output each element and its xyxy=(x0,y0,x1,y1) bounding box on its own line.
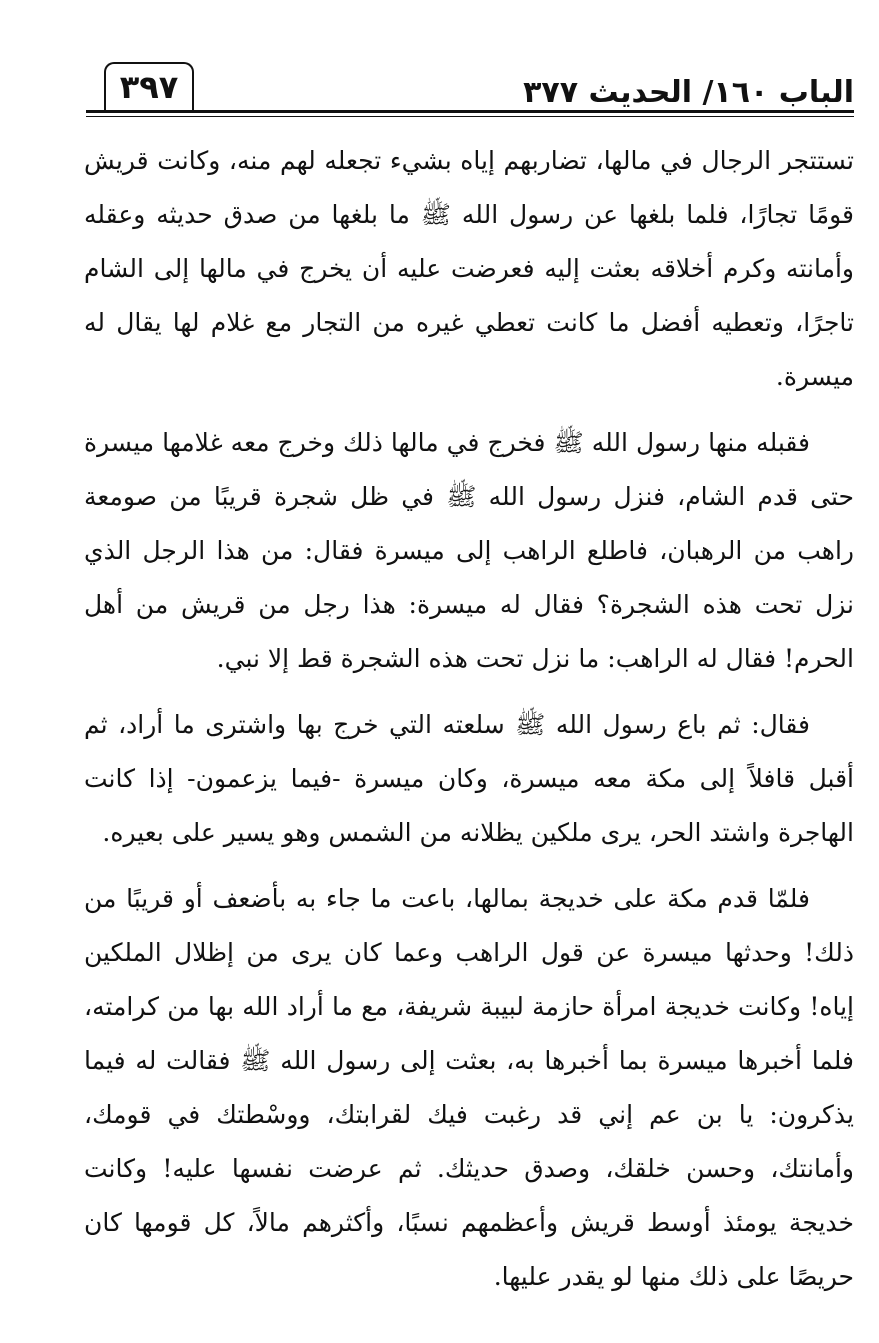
header-divider xyxy=(86,110,854,113)
chapter-hadith-heading: الباب ١٦٠/ الحديث ٣٧٧ xyxy=(523,75,854,110)
page-number-frame xyxy=(104,62,194,112)
paragraph: فقبله منها رسول الله ﷺ فخرج في مالها ذلك وخرج معه غلامها ميسرة حتى قدم الشام، فنزل رسول الله ﷺ في ظل شجرة قريبًا من صومعة راهب من الرهبان، فاطلع الراهب إلى ميسرة فقال: من هذا الرجل الذي نزل تحت هذه الشجرة؟ فقال له ميسرة: هذا رجل من قريش من أهل الحرم! فقال له الراهب: ما نزل تحت هذه الشجرة قط إلا نبي. xyxy=(84,428,854,673)
paragraph: فلمّا قدم مكة على خديجة بمالها، باعت ما جاء به بأضعف أو قريبًا من ذلك! وحدثها ميسرة عن قول الراهب وعما كان يرى من إظلال الملكين إياه! وكانت خديجة امرأة حازمة لبيبة شريفة، مع ما أراد الله بها من كرامته، فلما أخبرها ميسرة بما أخبرها به، بعثت إلى رسول الله ﷺ فقالت له فيما يذكرون: يا بن عم إني قد رغبت فيك لقرابتك، ووسْطتك في قومك، وأمانتك، وحسن خلقك، وصدق حديثك. ثم عرضت نفسها عليه! وكانت خديجة يومئذ أوسط قريش وأعظمهم نسبًا، وأكثرهم مالاً، كل قومها كان حريصًا على ذلك منها لو يقدر عليها. xyxy=(84,884,854,1291)
paragraph: تستتجر الرجال في مالها، تضاربهم إياه بشيء تجعله لهم منه، وكانت قريش قومًا تجارًا، فلما بلغها عن رسول الله ﷺ ما بلغها من صدق حديثه وعقله وأمانته وكرم أخلاقه بعثت إليه فعرضت عليه أن يخرج في مالها إلى الشام تاجرًا، وتعطيه أفضل ما كانت تعطي غيره من التجار مع غلام لها يقال له ميسرة. xyxy=(84,146,854,391)
page-header xyxy=(86,62,854,120)
page-number: ٣٩٧ xyxy=(119,68,179,106)
paragraph: فقال: ثم باع رسول الله ﷺ سلعته التي خرج بها واشترى ما أراد، ثم أقبل قافلاً إلى مكة معه ميسرة، وكان ميسرة -فيما يزعمون- إذا كانت الهاجرة واشتد الحر، يرى ملكين يظلانه من الشمس وهو يسير على بعيره. xyxy=(84,710,854,847)
header-divider-thin xyxy=(86,116,854,117)
body-text xyxy=(84,134,854,1316)
